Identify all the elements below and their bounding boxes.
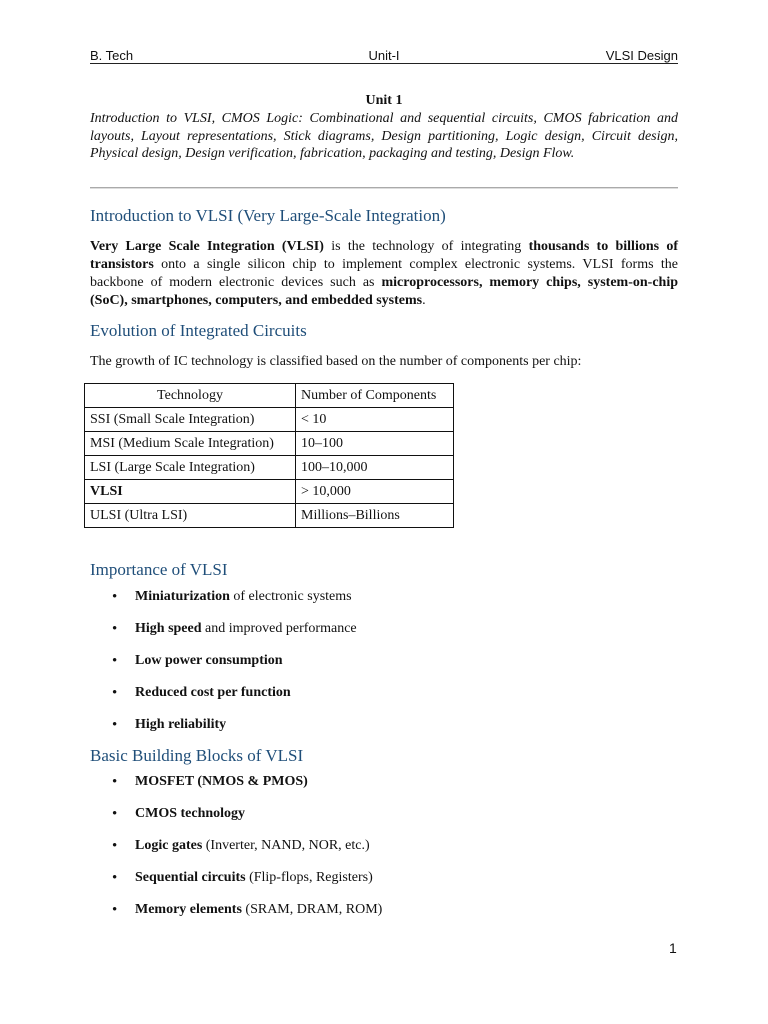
evolution-intro: The growth of IC technology is classified based on the number of components per chip: bbox=[90, 354, 582, 369]
intro-paragraph bbox=[90, 238, 678, 310]
list-item-bold: Sequential circuits bbox=[135, 870, 246, 885]
list-item bbox=[112, 901, 382, 933]
building-blocks-list bbox=[112, 773, 382, 933]
intro-bold-3: microprocessors, memory chips, system-on-chip (SoC), smartphones, computers, and embedded systems bbox=[90, 275, 679, 308]
table-cell: 100–10,000 bbox=[296, 456, 454, 480]
list-item bbox=[112, 588, 357, 620]
intro-text-3: . bbox=[422, 293, 426, 308]
list-item-bold: High reliability bbox=[135, 717, 227, 732]
intro-text-1: is the technology of integrating bbox=[323, 239, 529, 254]
list-item bbox=[112, 805, 382, 837]
table-row bbox=[85, 456, 454, 480]
list-item-text: (Flip-flops, Registers) bbox=[245, 870, 373, 885]
page-number: 1 bbox=[669, 940, 677, 956]
table-row bbox=[85, 432, 454, 456]
list-item-bold: CMOS technology bbox=[135, 806, 246, 821]
table-cell: MSI (Medium Scale Integration) bbox=[85, 432, 296, 456]
list-item bbox=[112, 652, 357, 684]
table-header-cell: Technology bbox=[85, 384, 296, 408]
table-cell: SSI (Small Scale Integration) bbox=[85, 408, 296, 432]
list-item bbox=[112, 773, 382, 805]
section-heading-blocks: Basic Building Blocks of VLSI bbox=[90, 746, 304, 765]
table-cell: 10–100 bbox=[296, 432, 454, 456]
header-center: Unit-I bbox=[368, 48, 400, 63]
horizontal-divider bbox=[90, 187, 678, 188]
header-left: B. Tech bbox=[90, 48, 134, 63]
intro-bold-2: thousands to billions of transistors bbox=[90, 239, 679, 272]
list-item bbox=[112, 869, 382, 901]
table-cell: LSI (Large Scale Integration) bbox=[85, 456, 296, 480]
table-cell: > 10,000 bbox=[296, 480, 454, 504]
header-underline bbox=[90, 63, 678, 64]
list-item-text: (SRAM, DRAM, ROM) bbox=[241, 902, 383, 917]
unit-description: Introduction to VLSI, CMOS Logic: Combinational and sequential circuits, CMOS fabrication and layouts, Layout representations, Stick diagrams, Design partitioning, Logic design, Circuit design, Physical design, Design verification, fabrication, packaging and testing, Design Flow. bbox=[90, 111, 678, 162]
header-right: VLSI Design bbox=[605, 48, 678, 63]
section-heading-evolution: Evolution of Integrated Circuits bbox=[90, 321, 307, 340]
table-cell: Millions–Billions bbox=[296, 504, 454, 528]
list-item-bold: MOSFET (NMOS & PMOS) bbox=[135, 774, 308, 789]
table-row bbox=[85, 504, 454, 528]
table-cell: < 10 bbox=[296, 408, 454, 432]
list-item-text: of electronic systems bbox=[229, 589, 352, 604]
list-item-bold: Logic gates bbox=[135, 838, 203, 853]
table-row bbox=[85, 408, 454, 432]
intro-bold-1: Very Large Scale Integration (VLSI) bbox=[90, 239, 324, 254]
list-item-bold: Low power consumption bbox=[135, 653, 283, 668]
list-item-bold: Memory elements bbox=[135, 902, 242, 917]
importance-list bbox=[112, 588, 357, 748]
list-item-bold: Reduced cost per function bbox=[135, 685, 291, 700]
table-header-cell: Number of Components bbox=[296, 384, 454, 408]
list-item-bold: High speed bbox=[135, 621, 202, 636]
intro-text-2: onto a single silicon chip to implement complex electronic systems. VLSI forms the backbone of modern electronic devices such as bbox=[90, 257, 678, 290]
list-item-text: (Inverter, NAND, NOR, etc.) bbox=[202, 838, 370, 853]
section-heading-intro: Introduction to VLSI (Very Large-Scale Integration) bbox=[90, 206, 446, 225]
table-row bbox=[85, 480, 454, 504]
list-item bbox=[112, 620, 357, 652]
list-item-bold: Miniaturization bbox=[135, 589, 230, 604]
list-item bbox=[112, 716, 357, 748]
list-item bbox=[112, 837, 382, 869]
section-heading-importance: Importance of VLSI bbox=[90, 560, 228, 579]
table-cell: VLSI bbox=[85, 480, 296, 504]
ic-technology-table bbox=[84, 383, 454, 528]
unit-title: Unit 1 bbox=[365, 93, 403, 108]
list-item-text: and improved performance bbox=[201, 621, 357, 636]
table-header-row bbox=[85, 384, 454, 408]
list-item bbox=[112, 684, 357, 716]
table-cell: ULSI (Ultra LSI) bbox=[85, 504, 296, 528]
